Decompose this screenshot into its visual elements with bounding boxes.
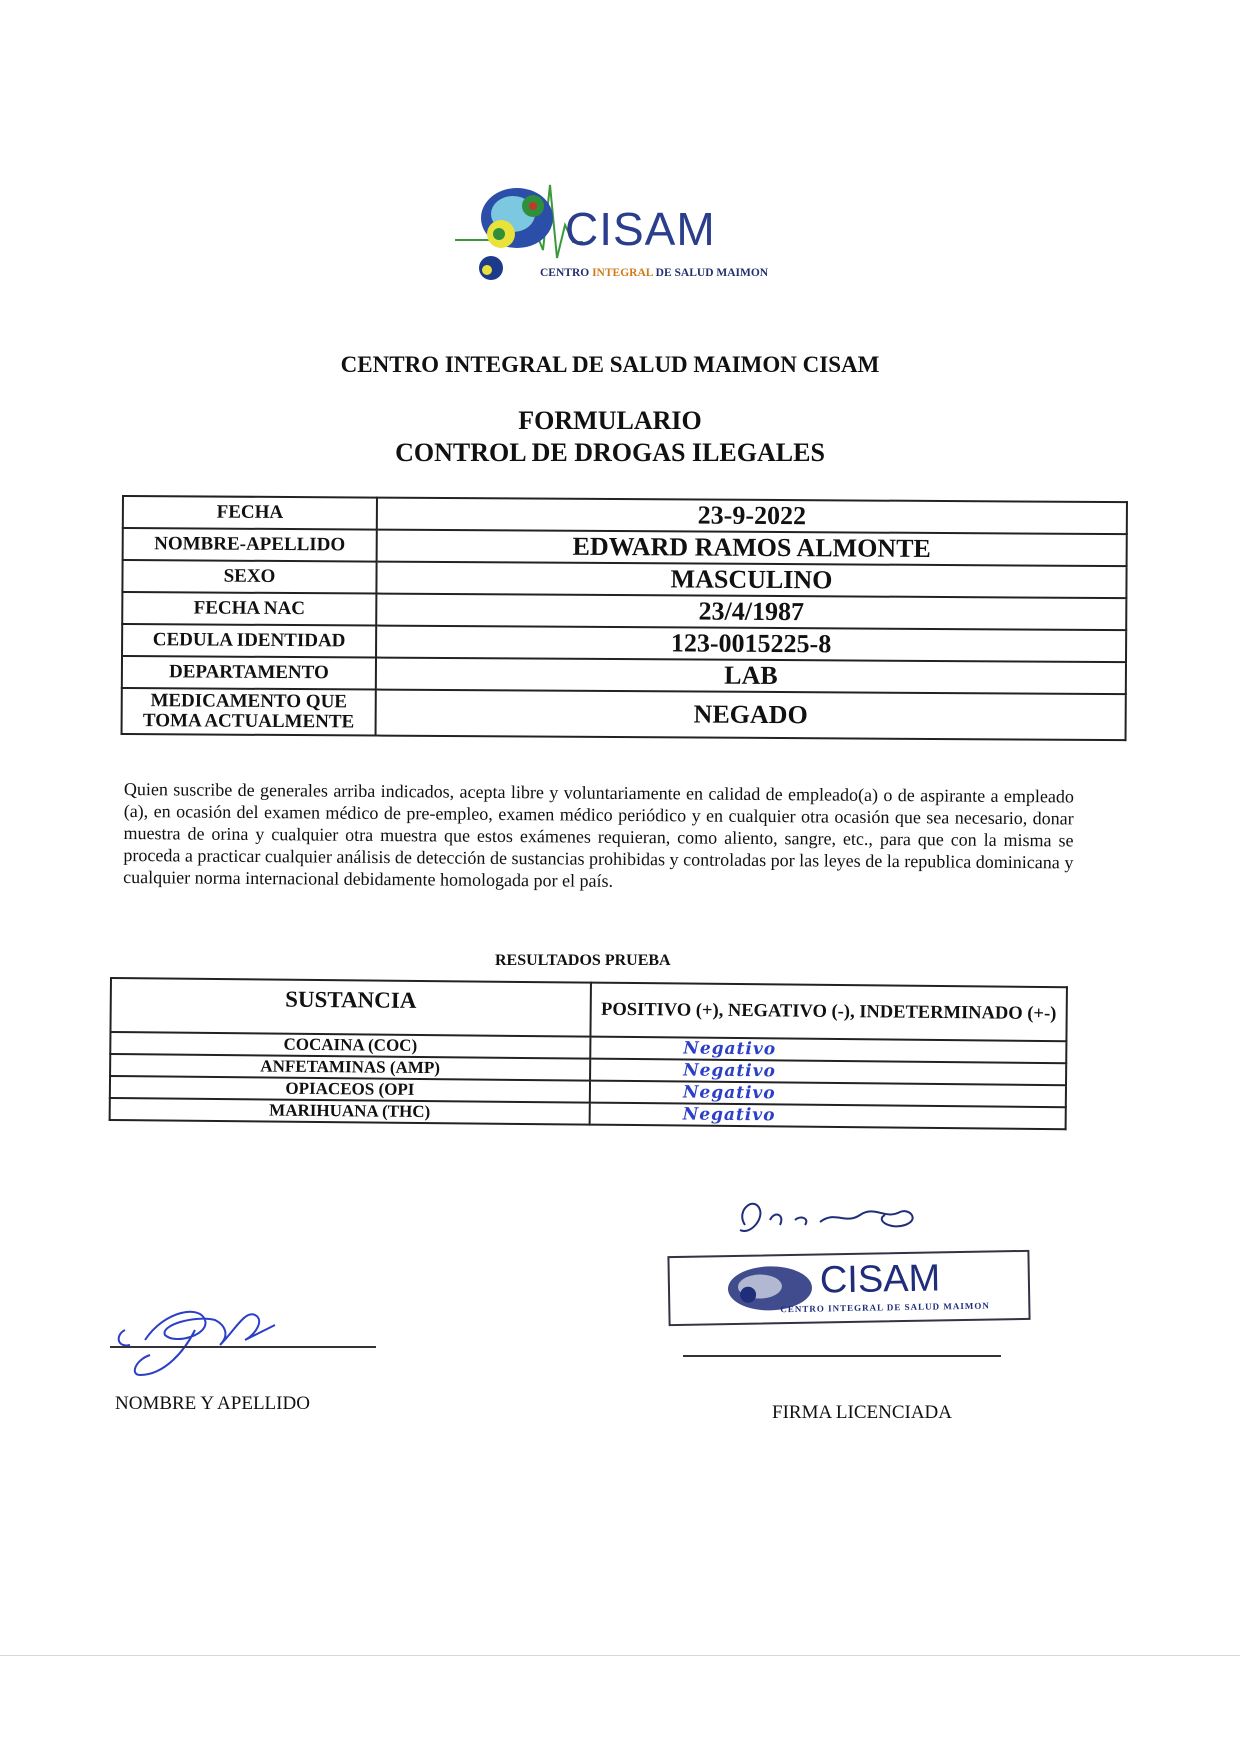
info-value: MASCULINO [376, 562, 1126, 599]
stamp-subtitle: CENTRO INTEGRAL DE SALUD MAIMON [780, 1300, 990, 1315]
info-value: NEGADO [376, 690, 1126, 741]
licensed-signature-label: FIRMA LICENCIADA [772, 1402, 952, 1423]
info-label: FECHA [123, 496, 377, 530]
stamp-wordmark: CISAM [819, 1257, 941, 1302]
organization-title: CENTRO INTEGRAL DE SALUD MAIMON CISAM [340, 352, 880, 377]
substance-cell: MARIHUANA (THC) [110, 1098, 590, 1125]
info-label: SEXO [122, 560, 376, 594]
results-title: RESULTADOS PRUEBA [495, 952, 671, 969]
cisam-stamp [667, 1250, 1030, 1326]
info-value: 23-9-2022 [377, 498, 1127, 535]
substance-cell: OPIACEOS (OPI [110, 1076, 590, 1103]
info-label: NOMBRE-APELLIDO [123, 528, 377, 562]
column-header-substance: SUSTANCIA [110, 978, 590, 1037]
substance-cell: COCAINA (COC) [110, 1032, 590, 1059]
logo-wordmark: CISAM [565, 203, 716, 255]
form-title-line-2: CONTROL DE DROGAS ILEGALES [395, 438, 825, 467]
logo-subtitle: CENTRO INTEGRAL DE SALUD MAIMON [540, 267, 769, 279]
employee-signature [105, 1290, 305, 1380]
info-value: 123-0015225-8 [376, 626, 1126, 663]
result-cell: Negativo [590, 1081, 1066, 1108]
patient-info-table [121, 495, 1128, 741]
substance-cell: ANFETAMINAS (AMP) [110, 1054, 590, 1081]
info-value: LAB [376, 658, 1126, 695]
results-table [109, 977, 1068, 1130]
result-cell: Negativo [590, 1037, 1066, 1064]
info-value: EDWARD RAMOS ALMONTE [377, 530, 1127, 567]
employee-signature-line [110, 1346, 376, 1348]
licensed-signature-line [683, 1355, 1001, 1357]
info-label: CEDULA IDENTIDAD [122, 624, 376, 658]
info-label: FECHA NAC [122, 592, 376, 626]
page-bottom-rule [0, 1655, 1240, 1656]
form-title-line-1: FORMULARIO [518, 406, 702, 435]
cisam-logo [455, 180, 775, 295]
employee-name-label: NOMBRE Y APELLIDO [115, 1393, 310, 1414]
result-cell: Negativo [590, 1103, 1066, 1130]
column-header-result: POSITIVO (+), NEGATIVO (-), INDETERMINADO (+-) [590, 983, 1066, 1042]
info-label: DEPARTAMENTO [122, 656, 376, 690]
licensed-signature [725, 1190, 945, 1250]
info-row-medication [122, 688, 1126, 740]
results-header-row [110, 978, 1066, 1041]
result-cell: Negativo [590, 1059, 1066, 1086]
info-label: MEDICAMENTO QUE TOMA ACTUALMENTE [122, 688, 376, 736]
info-value: 23/4/1987 [376, 594, 1126, 631]
consent-paragraph: Quien suscribe de generales arriba indicados, acepta libre y voluntariamente en calidad de empleado(a) o de aspirante a empleado (a), en ocasión del examen médico de pre-empleo, examen médico periódico y en cualquier otra ocasión que sea necesario, donar muestra de orina y cualquier otra muestra que estos exámenes requieran, como aliento, sangre, etc., para que con la misma se proceda a practicar cualquier análisis de detección de sustancias prohibidas y controladas por las leyes de la republica dominicana y cualquier norma internacional debidamente homologada por el país. [123, 778, 1074, 891]
form-title [0, 405, 1220, 469]
